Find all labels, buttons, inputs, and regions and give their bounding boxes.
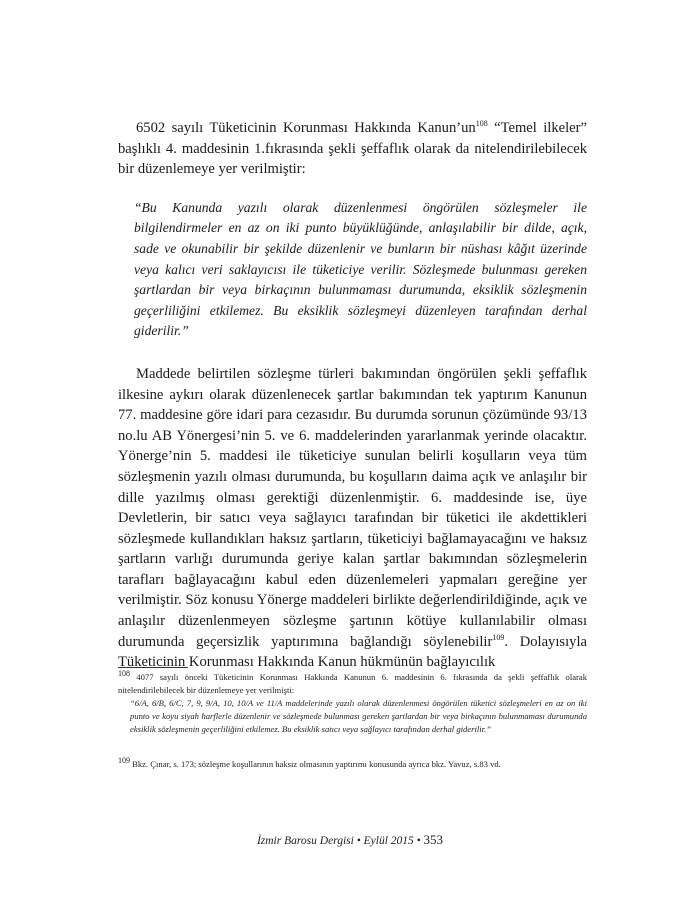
footnote-109 xyxy=(118,758,587,771)
footnotes xyxy=(118,671,587,771)
page-number: 353 xyxy=(423,832,444,847)
footnote-text: 4077 sayılı önceki Tüketicinin Korunması Hakkında Kanunun 6. maddesinin 6. fıkrasında da şekli şeffaflık olarak nitelendirilebilecek bir düzenlemeye yer verilmişti: xyxy=(118,672,587,695)
footnote-108-quote: “6/A, 6/B, 6/C, 7, 9, 9/A, 10, 10/A ve 11/A maddelerinde yazılı olarak düzenlenmesi öngörülen tüketici sözleşmeleri en az on iki punto ve koyu siyah harflerle düzenlenir ve sözleşmede bulunması gereken şartlardan bir veya birkaçının bulunmaması durumunda eksiklik sözleşmenin geçerliliğini etkilemez. Bu eksiklik satıcı veya sağlayıcı tarafından derhal giderilir.” xyxy=(130,698,587,734)
footnote-ref-108[interactable]: 108 xyxy=(475,119,488,129)
footnote-108 xyxy=(118,671,587,697)
footnote-text: Bkz. Çınar, s. 173; sözleşme koşullarının haksız olmasının yaptırımı konusunda ayrıca bkz. Yavuz, s.83 vd. xyxy=(132,759,501,769)
paragraph-main-text-cont: . Dolayısıyla Tüketicinin Korunması Hakkında Kanun hükmünün bağlayıcılık xyxy=(118,633,587,671)
journal-name: İzmir Barosu Dergisi • Eylül 2015 • xyxy=(256,835,421,847)
page-footer xyxy=(0,832,700,848)
paragraph-main-text: Maddede belirtilen sözleşme türleri bakımından öngörülen şekli şeffaflık ilkesine aykırı olarak düzenlenecek şartlar bakımından tek yaptırım Kanunun 77. maddesine göre idari para cezasıdır. Bu durumda sorunun çözümünde 93/13 no.lu AB Yönergesi’nin 5. ve 6. maddelerinden yararlanmak yerinde olacaktır. Yönerge’nin 5. maddesi ile tüketiciye sunulan belirli koşulların veya tüm sözleşmenin yazılı olması durumunda, bu koşulların daima açık ve anlaşılır bir dille yazılmış olması gerektiği düzenlenmiştir. 6. maddesinde ise, üye Devletlerin, bir satıcı veya sağlayıcı tarafından bir tüketici ile akdettikleri sözleşmede kullandıkları haksız şartların, tüketiciyi bağlamayacağını ve haksız şartların varlığı durumunda geriye kalan şartlar bakımından sözleşmelerin tarafları bağlayacağını kabul eden düzenlemeleri yapmaları gereğine yer verilmiştir. Söz konusu Yönerge maddeleri birlikte değerlendirildiğinde, açık ve anlaşılır düzenlenmeyen sözleşme şartının kötüye kullanılabilir olması durumunda geçersizlik yaptırımına bağlandığı söylenebilir xyxy=(118,365,587,650)
law-quote: “Bu Kanunda yazılı olarak düzenlenmesi öngörülen sözleşmeler ile bilgilendirmeler en az on iki punto büyüklüğünde, anlaşılabilir bir dilde, açık, sade ve okunabilir bir şekilde düzenlenir ve bunların bir nüshası kâğıt üzerinde veya kalıcı veri saklayıcısı ile tüketiciye verilir. Sözleşmede bulunması gereken şartlardan bir veya birkaçının bulunmaması durumunda, eksiklik sözleşmenin geçerliliğini etkilemez. Bu eksiklik sözleşmeyi düzenleyen tarafından derhal giderilir.” xyxy=(134,199,587,339)
page-body xyxy=(118,118,587,673)
paragraph-intro-text: 6502 sayılı Tüketicinin Korunması Hakkında Kanun’un xyxy=(136,120,476,136)
footnote-number: 108 xyxy=(118,669,130,679)
paragraph-main xyxy=(118,364,587,673)
footnote-divider xyxy=(118,667,188,668)
footnote-ref-109[interactable]: 109 xyxy=(492,632,505,642)
paragraph-intro xyxy=(118,118,587,180)
paragraph-intro-text-cont: “Temel ilkeler” başlıklı 4. maddesinin 1.fıkrasında şekli şeffaflık olarak da nitelendirilebilecek bir düzenlemeye yer verilmiştir: xyxy=(118,120,587,178)
footnote-number: 109 xyxy=(118,756,130,766)
